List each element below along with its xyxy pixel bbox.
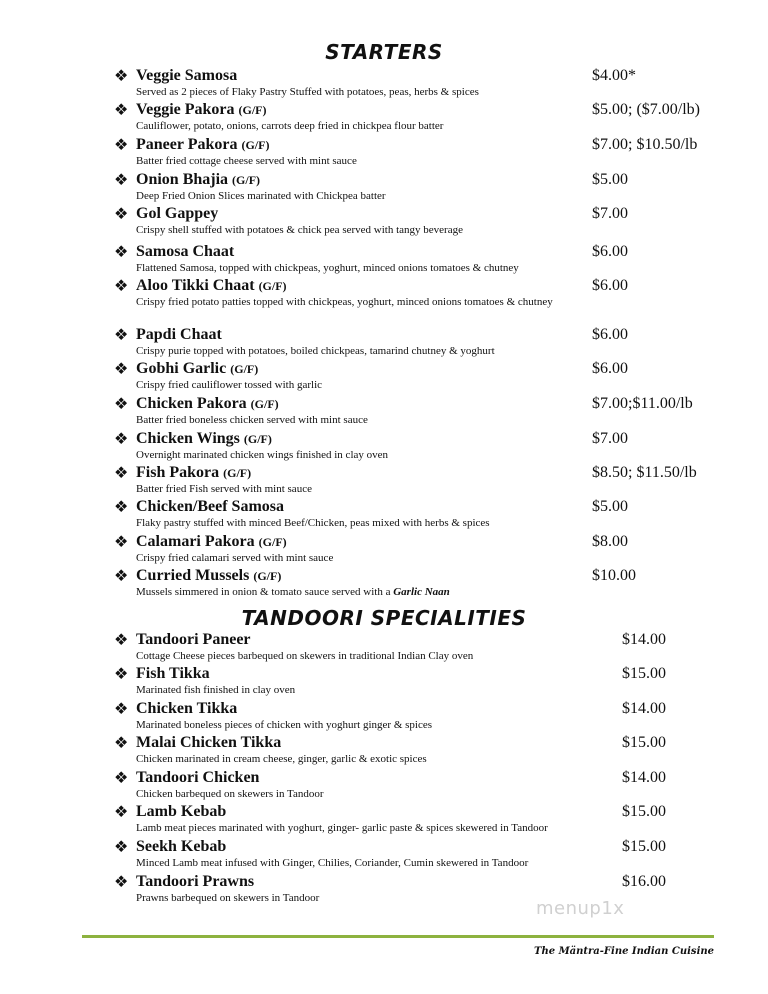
dish-name — [136, 205, 218, 223]
dish-name — [136, 700, 237, 718]
dish-name-text: Seekh Kebab — [136, 838, 227, 855]
dish-name — [136, 769, 259, 787]
dish-name — [136, 803, 226, 821]
dish-description-text: Crispy fried cauliflower tossed with garlic — [136, 379, 323, 391]
dish-price: $16.00 — [622, 873, 666, 890]
dish-name — [136, 430, 272, 448]
dish-name — [136, 734, 281, 752]
dish-description — [136, 449, 576, 462]
dish-description-text: Flaky pastry stuffed with minced Beef/Chicken, peas mixed with herbs & spices — [136, 517, 490, 529]
dish-description — [136, 788, 576, 801]
dish-description-text: Mussels simmered in onion & tomato sauce served with a — [136, 586, 391, 598]
diamond-bullet-icon: ❖ — [114, 204, 129, 223]
dish-name-text: Calamari Pakora — [136, 533, 255, 550]
dish-description — [136, 857, 576, 870]
dish-price: $5.00 — [592, 498, 628, 515]
dish-name — [136, 498, 284, 516]
dish-description — [136, 822, 576, 835]
dish-description-text: Crispy purie topped with potatoes, boiled chickpeas, tamarind chutney & yoghurt — [136, 345, 495, 357]
dish-description — [136, 379, 576, 392]
dish-description — [136, 296, 576, 309]
dish-description-text: Batter fried boneless chicken served with mint sauce — [136, 414, 368, 426]
footer-divider — [82, 935, 714, 938]
dish-description-text: Overnight marinated chicken wings finished in clay oven — [136, 449, 389, 461]
dish-price: $14.00 — [622, 700, 666, 717]
dish-name-text: Veggie Samosa — [136, 67, 238, 84]
diamond-bullet-icon: ❖ — [114, 733, 129, 752]
diamond-bullet-icon: ❖ — [114, 170, 129, 189]
dish-description-text: Lamb meat pieces marinated with yoghurt, ginger- garlic paste & spices skewered in Tandoor — [136, 822, 548, 834]
dish-name — [136, 136, 269, 154]
dish-description-emphasis: Garlic Naan — [393, 586, 450, 598]
gluten-free-badge: (G/F) — [258, 535, 287, 549]
dish-description — [136, 552, 576, 565]
dish-name — [136, 101, 267, 119]
dish-description — [136, 224, 576, 237]
dish-name-text: Chicken Wings — [136, 430, 240, 447]
dish-price: $6.00 — [592, 360, 628, 377]
dish-price: $8.50; $11.50/lb — [592, 464, 697, 481]
dish-name-text: Gol Gappey — [136, 205, 219, 222]
dish-name — [136, 360, 258, 378]
dish-description-text: Batter fried Fish served with mint sauce — [136, 483, 312, 495]
dish-price: $15.00 — [622, 803, 666, 820]
dish-name — [136, 873, 254, 891]
dish-name-text: Veggie Pakora — [136, 101, 235, 118]
dish-name-text: Fish Tikka — [136, 665, 210, 682]
diamond-bullet-icon: ❖ — [114, 325, 129, 344]
diamond-bullet-icon: ❖ — [114, 463, 129, 482]
dish-name-text: Tandoori Prawns — [136, 873, 255, 890]
dish-price: $6.00 — [592, 326, 628, 343]
dish-description-text: Crispy fried calamari served with mint sauce — [136, 552, 334, 564]
dish-name — [136, 67, 237, 85]
dish-description-text: Chicken barbequed on skewers in Tandoor — [136, 788, 324, 800]
gluten-free-badge: (G/F) — [232, 173, 261, 187]
gluten-free-badge: (G/F) — [230, 362, 259, 376]
dish-description-text: Served as 2 pieces of Flaky Pastry Stuffed with potatoes, peas, herbs & spices — [136, 86, 479, 98]
gluten-free-badge: (G/F) — [243, 432, 272, 446]
dish-description — [136, 753, 576, 766]
diamond-bullet-icon: ❖ — [114, 66, 129, 85]
diamond-bullet-icon: ❖ — [114, 802, 129, 821]
dish-name — [136, 631, 251, 649]
dish-description — [136, 414, 576, 427]
dish-name-text: Chicken Pakora — [136, 395, 247, 412]
dish-name-text: Tandoori Paneer — [136, 631, 251, 648]
dish-price: $7.00 — [592, 430, 628, 447]
dish-description-text: Deep Fried Onion Slices marinated with Chickpea batter — [136, 190, 386, 202]
dish-price: $5.00 — [592, 171, 628, 188]
dish-name-text: Chicken/Beef Samosa — [136, 498, 284, 515]
dish-price: $15.00 — [622, 665, 666, 682]
starters-heading: STARTERS — [325, 40, 443, 64]
dish-name-text: Fish Pakora — [136, 464, 220, 481]
dish-price: $7.00 — [592, 205, 628, 222]
dish-name — [136, 533, 287, 551]
gluten-free-badge: (G/F) — [223, 466, 252, 480]
dish-description — [136, 650, 576, 663]
dish-name-text: Aloo Tikki Chaat — [136, 277, 255, 294]
gluten-free-badge: (G/F) — [258, 279, 287, 293]
dish-description — [136, 86, 576, 99]
dish-name-text: Tandoori Chicken — [136, 769, 260, 786]
dish-name-text: Samosa Chaat — [136, 243, 235, 260]
dish-name — [136, 665, 210, 683]
diamond-bullet-icon: ❖ — [114, 276, 129, 295]
dish-description — [136, 155, 576, 168]
dish-name-text: Curried Mussels — [136, 567, 250, 584]
dish-description — [136, 345, 576, 358]
diamond-bullet-icon: ❖ — [114, 566, 129, 585]
dish-name — [136, 464, 251, 482]
dish-name — [136, 171, 260, 189]
dish-description — [136, 586, 576, 599]
dish-description — [136, 684, 576, 697]
dish-description-text: Marinated boneless pieces of chicken with yoghurt ginger & spices — [136, 719, 433, 731]
diamond-bullet-icon: ❖ — [114, 532, 129, 551]
dish-description — [136, 262, 576, 275]
dish-name-text: Chicken Tikka — [136, 700, 238, 717]
diamond-bullet-icon: ❖ — [114, 497, 129, 516]
dish-name — [136, 567, 281, 585]
diamond-bullet-icon: ❖ — [114, 664, 129, 683]
gluten-free-badge: (G/F) — [241, 138, 270, 152]
dish-price: $8.00 — [592, 533, 628, 550]
dish-name — [136, 838, 226, 856]
diamond-bullet-icon: ❖ — [114, 429, 129, 448]
dish-name — [136, 277, 287, 295]
dish-price: $14.00 — [622, 769, 666, 786]
dish-description-text: Cottage Cheese pieces barbequed on skewers in traditional Indian Clay oven — [136, 650, 474, 662]
dish-name-text: Onion Bhajia — [136, 171, 229, 188]
dish-description-text: Batter fried cottage cheese served with mint sauce — [136, 155, 357, 167]
dish-description-text: Marinated fish finished in clay oven — [136, 684, 296, 696]
dish-price: $6.00 — [592, 243, 628, 260]
footer-restaurant-name: The Mäntra-Fine Indian Cuisine — [534, 946, 714, 957]
diamond-bullet-icon: ❖ — [114, 359, 129, 378]
diamond-bullet-icon: ❖ — [114, 699, 129, 718]
dish-description — [136, 517, 576, 530]
dish-price: $6.00 — [592, 277, 628, 294]
dish-name-text: Malai Chicken Tikka — [136, 734, 282, 751]
dish-description — [136, 483, 576, 496]
dish-price: $7.00; $10.50/lb — [592, 136, 698, 153]
gluten-free-badge: (G/F) — [250, 397, 279, 411]
dish-name-text: Lamb Kebab — [136, 803, 227, 820]
diamond-bullet-icon: ❖ — [114, 837, 129, 856]
dish-price: $10.00 — [592, 567, 636, 584]
dish-name-text: Gobhi Garlic — [136, 360, 227, 377]
diamond-bullet-icon: ❖ — [114, 100, 129, 119]
diamond-bullet-icon: ❖ — [114, 135, 129, 154]
tandoori-heading: TANDOORI SPECIALITIES — [241, 606, 527, 630]
dish-name-text: Paneer Pakora — [136, 136, 238, 153]
dish-name — [136, 243, 234, 261]
dish-description — [136, 892, 576, 905]
diamond-bullet-icon: ❖ — [114, 394, 129, 413]
dish-price: $15.00 — [622, 838, 666, 855]
dish-description — [136, 120, 576, 133]
dish-price: $4.00* — [592, 67, 636, 84]
dish-price: $5.00; ($7.00/lb) — [592, 101, 700, 118]
gluten-free-badge: (G/F) — [253, 569, 282, 583]
diamond-bullet-icon: ❖ — [114, 242, 129, 261]
dish-price: $15.00 — [622, 734, 666, 751]
dish-name — [136, 326, 222, 344]
dish-price: $7.00;$11.00/lb — [592, 395, 693, 412]
dish-description-text: Crispy fried potato patties topped with chickpeas, yoghurt, minced onions tomatoes & chutney — [136, 296, 553, 308]
dish-name — [136, 395, 279, 413]
watermark: menup1x — [536, 898, 625, 919]
dish-description-text: Chicken marinated in cream cheese, ginger, garlic & exotic spices — [136, 753, 427, 765]
dish-description-text: Cauliflower, potato, onions, carrots deep fried in chickpea flour batter — [136, 120, 444, 132]
diamond-bullet-icon: ❖ — [114, 630, 129, 649]
dish-description-text: Minced Lamb meat infused with Ginger, Chilies, Coriander, Cumin skewered in Tandoor — [136, 857, 529, 869]
dish-description-text: Flattened Samosa, topped with chickpeas, yoghurt, minced onions tomatoes & chutney — [136, 262, 519, 274]
dish-price: $14.00 — [622, 631, 666, 648]
dish-description — [136, 719, 576, 732]
dish-description-text: Crispy shell stuffed with potatoes & chick pea served with tangy beverage — [136, 224, 463, 236]
diamond-bullet-icon: ❖ — [114, 872, 129, 891]
dish-description — [136, 190, 576, 203]
gluten-free-badge: (G/F) — [238, 103, 267, 117]
dish-name-text: Papdi Chaat — [136, 326, 222, 343]
dish-description-text: Prawns barbequed on skewers in Tandoor — [136, 892, 320, 904]
diamond-bullet-icon: ❖ — [114, 768, 129, 787]
